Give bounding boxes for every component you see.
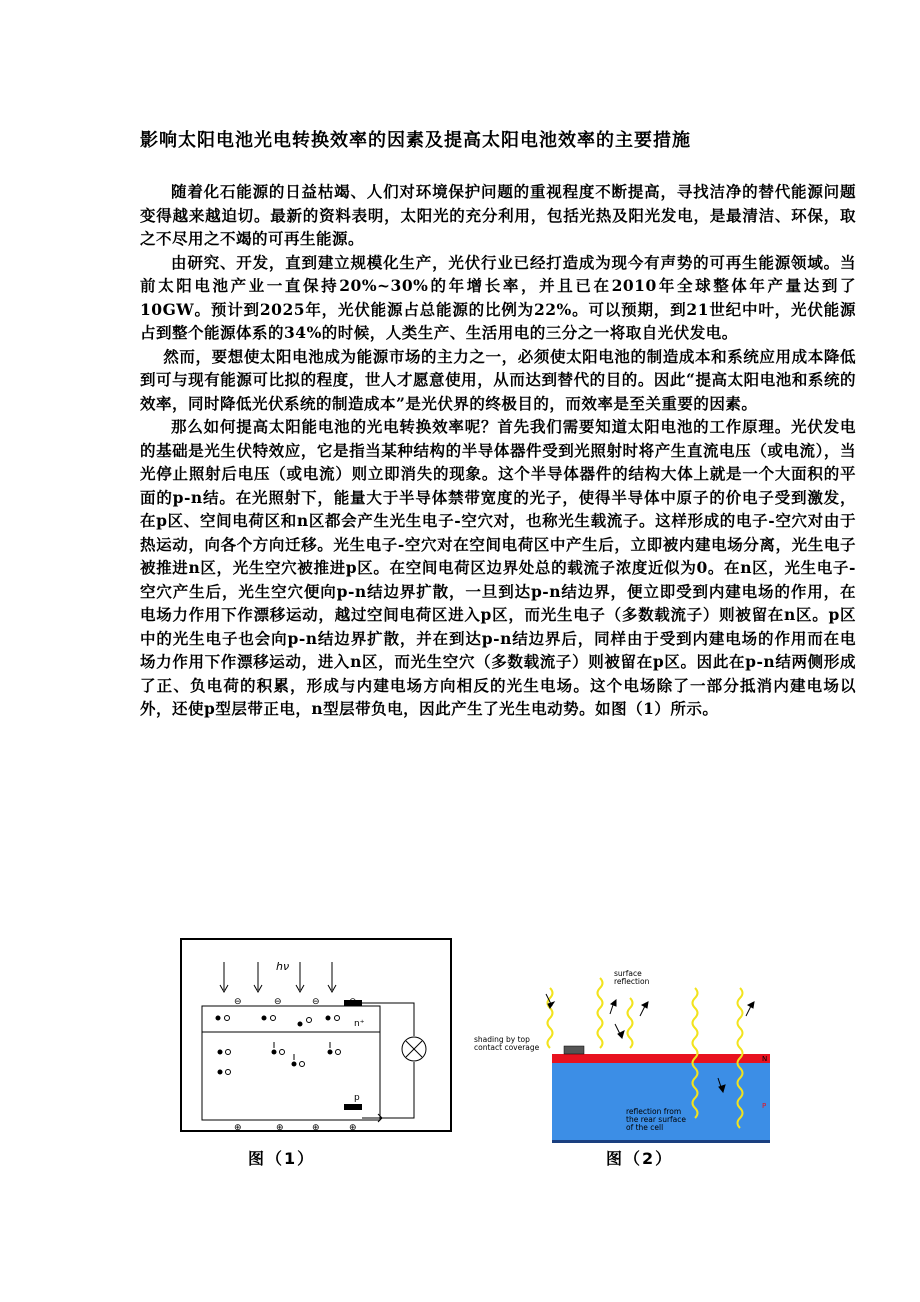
figure-1-caption: 图（1） <box>248 1149 316 1168</box>
bottom-contact <box>344 1104 362 1110</box>
p-layer-label: P <box>762 1102 767 1110</box>
minus-sign: ⊖ <box>234 997 242 1007</box>
shading-label: shading by top contact coverage <box>474 1035 540 1052</box>
minus-sign: ⊖ <box>312 997 320 1007</box>
p-region-carriers <box>218 1042 341 1075</box>
circuit-wire-top <box>362 1003 414 1036</box>
plus-sign: ⊕ <box>349 1123 357 1130</box>
n-plus-label: n⁺ <box>354 1019 365 1029</box>
photon-label: hν <box>276 960 290 973</box>
top-contact-finger <box>564 1046 584 1054</box>
article-body <box>140 180 856 721</box>
plus-sign: ⊕ <box>276 1123 284 1130</box>
top-contact <box>344 1000 362 1006</box>
figure-2-optical-losses <box>470 958 782 1146</box>
bottom-charges <box>234 1123 357 1130</box>
paragraph-3: 然而，要想使太阳电池成为能源市场的主力之一，必须使太阳电池的制造成本和系统应用成本降低到可与现有能源可比拟的程度，世人才愿意使用，从而达到替代的目的。因此“提高太阳电池和系统的效率，同时降低光伏系统的制造成本”是光伏界的终极目的，而效率是至关重要的因素。 <box>140 346 856 413</box>
circuit-wire-bottom <box>362 1062 414 1118</box>
pn-junction-diagram <box>182 940 450 1130</box>
figure-1-pn-junction <box>180 938 452 1132</box>
ray <box>628 998 633 1048</box>
n-region-carriers <box>216 1016 340 1027</box>
plus-sign: ⊕ <box>234 1123 242 1130</box>
page-title: 影响太阳电池光电转换效率的因素及提高太阳电池效率的主要措施 <box>140 130 691 151</box>
minus-sign: ⊖ <box>274 997 282 1007</box>
paragraph-2: 由研究、开发，直到建立规模化生产，光伏行业已经打造成为现今有声势的可再生能源领域。当前太阳电池产业一直保持20%~30%的年增长率，并且已在2010年全球整体年产量达到了10GW。预计到2025年，光伏能源占总能源的比例为22%。可以预期，到21世纪中叶，光伏能源占到整个能源体系的34%的时候，人类生产、生活用电的三分之一将取自光伏发电。 <box>140 252 856 342</box>
ray <box>548 988 553 1048</box>
n-layer-label: N <box>762 1055 768 1063</box>
ray <box>598 978 603 1048</box>
surface-reflection-label: surface reflection <box>614 969 650 986</box>
p-label: p <box>354 1093 360 1103</box>
optical-loss-diagram <box>470 958 782 1146</box>
paragraph-1: 随着化石能源的日益枯竭、人们对环境保护问题的重视程度不断提高，寻找洁净的替代能源问题变得越来越迫切。最新的资料表明，太阳光的充分利用，包括光热及阳光发电，是最清洁、环保，取之不尽用之不竭的可再生能源。 <box>140 182 856 248</box>
plus-sign: ⊕ <box>312 1123 320 1130</box>
figure-2-caption: 图（2） <box>606 1149 674 1168</box>
paragraph-4: 那么如何提高太阳能电池的光电转换效率呢？首先我们需要知道太阳电池的工作原理。光伏发电的基础是光生伏特效应，它是指当某种结构的半导体器件受到光照射时将产生直流电压（或电流），当光停止照射后电压（或电流）则立即消失的现象。这个半导体器件的结构大体上就是一个大面积的平面的p-n结。在光照射下，能量大于半导体禁带宽度的光子，使得半导体中原子的价电子受到激发，在p区、空间电荷区和n区都会产生光生电子-空穴对，也称光生载流子。这样形成的电子-空穴对由于热运动，向各个方向迁移。光生电子-空穴对在空间电荷区中产生后，立即被内建电场分离，光生电子被推进n区，光生空穴被推进p区。在空间电荷区边界处总的载流子浓度近似为0。在n区，光生电子-空穴产生后，光生空穴便向p-n结边界扩散，一旦到达p-n结边界，便立即受到内建电场的作用，在电场力作用下作漂移运动，越过空间电荷区进入p区，而光生电子（多数载流子）则被留在n区。p区中的光生电子也会向p-n结边界扩散，并在到达p-n结边界后，同样由于受到内建电场的作用而在电场力作用下作漂移运动，进入n区，而光生空穴（多数载流子）则被留在p区。因此在p-n结两侧形成了正、负电荷的积累，形成与内建电场方向相反的光生电场。这个电场除了一部分抵消内建电场以外，还使p型层带正电，n型层带负电，因此产生了光生电动势。如图（1）所示。 <box>140 417 856 718</box>
rear-reflection-label: reflection from the rear surface of the cell <box>626 1107 687 1132</box>
rear-contact <box>552 1140 770 1143</box>
